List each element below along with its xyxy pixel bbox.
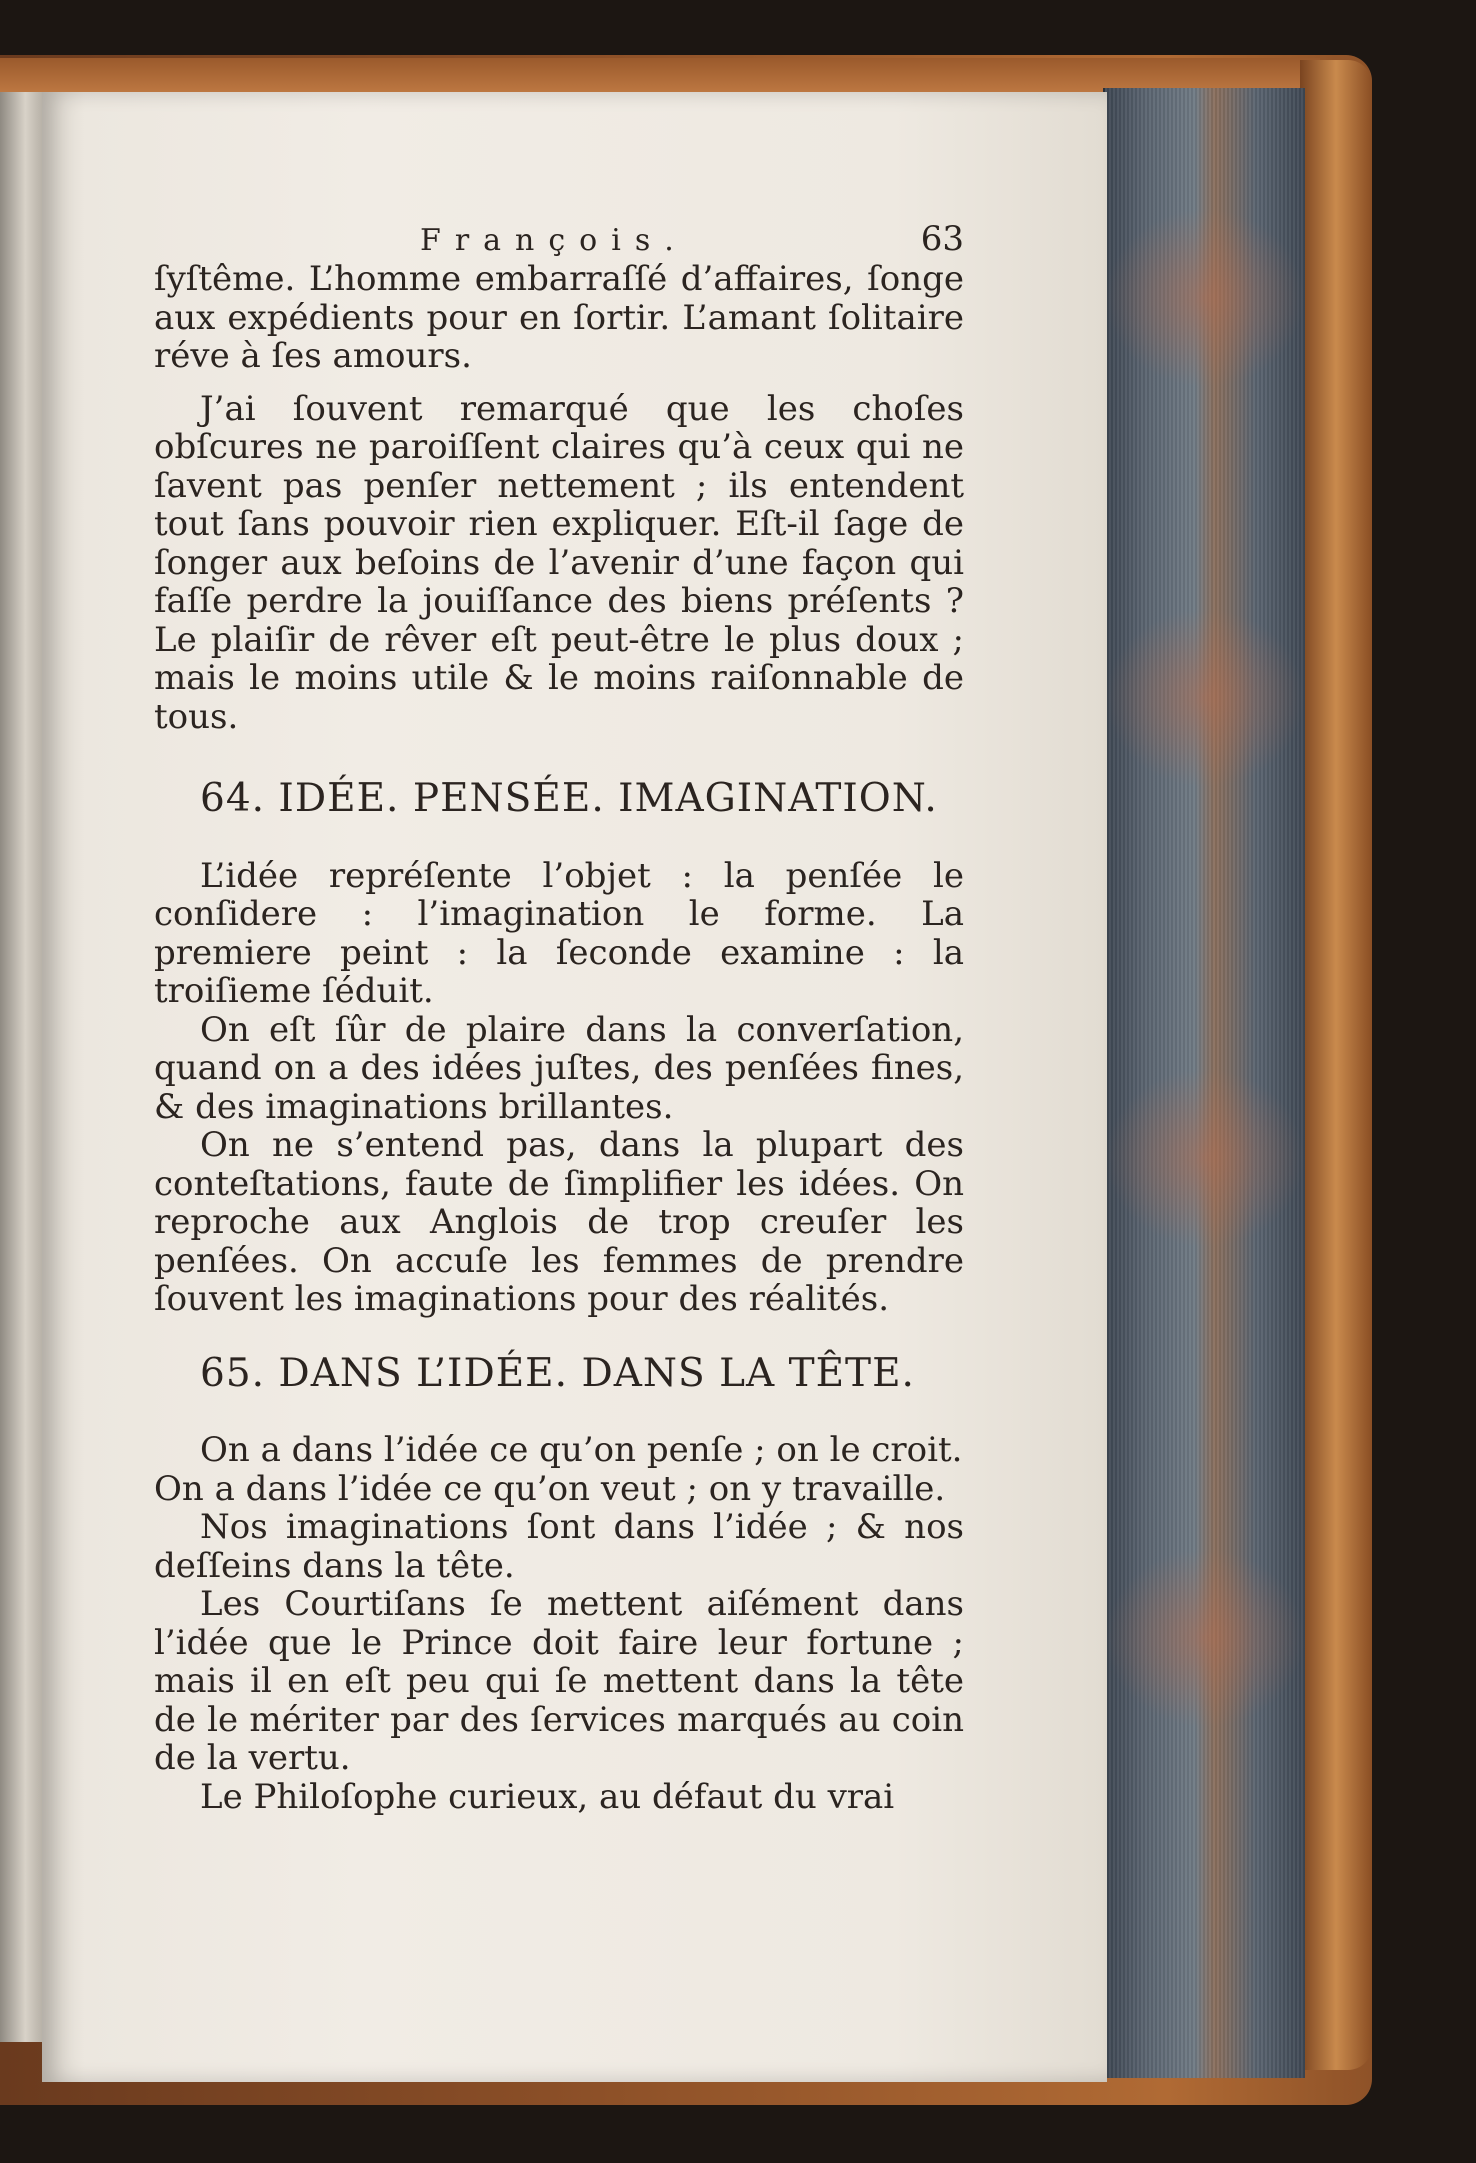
marble-pattern	[1105, 1548, 1305, 1728]
marbled-fore-edge	[1103, 88, 1305, 2078]
section-heading: 64. IDÉE. PENSÉE. IMAGINATION.	[200, 776, 938, 821]
paragraph: ſyſtême. L’homme embarraſſé d’affaires, ſonge aux expédients pour en ſortir. L’amant ſolitaire réve à ſes amours.	[154, 259, 964, 376]
paragraph: L’idée repréſente l’objet : la penſée le conſidere : l’imagination le forme. La premiere peint : la ſeconde examine : la troiſieme ſéduit.	[154, 855, 964, 1011]
marble-pattern	[1105, 1068, 1305, 1248]
paragraph: On a dans l’idée ce qu’on veut ; on y travaille.	[154, 1468, 946, 1509]
running-title: François.	[420, 223, 688, 258]
left-page-edge	[0, 92, 42, 2042]
page-number: 63	[920, 219, 964, 259]
cover-right-edge	[1300, 60, 1372, 2070]
paragraph: Nos imaginations ſont dans l’idée ; & nos deſſeins dans la tête.	[154, 1507, 964, 1586]
paragraph: On ne s’entend pas, dans la plupart des conteſtations, faute de ſimplifier les idées. On reproche aux Anglois de trop creuſer les penſées. On accuſe les femmes de prendre ſouvent les imaginations pour des réalités.	[154, 1125, 964, 1319]
paragraph: On a dans l’idée ce qu’on penſe ; on le croit.	[200, 1430, 963, 1470]
marble-pattern	[1105, 608, 1305, 788]
paragraph: Les Courtiſans ſe mettent aiſément dans l’idée que le Prince doit faire leur fortune ; mais il en eſt peu qui ſe mettent dans la tête de le mériter par des ſervices marqués au coin de la vertu.	[154, 1584, 964, 1778]
section-heading: 65. DANS L’IDÉE. DANS LA TÊTE.	[200, 1350, 915, 1396]
paragraph: Le Philoſophe curieux, au défaut du vrai	[200, 1776, 895, 1817]
running-head	[190, 220, 964, 260]
paragraph: J’ai ſouvent remarqué que les choſes obſcures ne paroiſſent claires qu’à ceux qui ne ſavent pas penſer nettement ; ils entendent tout ſans pouvoir rien expliquer. Eſt-il ſage de ſonger aux beſoins de l’avenir d’une façon qui faſſe perdre la jouiſſance des biens préſents ? Le plaiſir de rêver eſt peut-être le plus doux ; mais le moins utile & le moins raiſonnable de tous.	[154, 388, 964, 737]
marble-pattern	[1105, 208, 1305, 388]
page-text	[154, 220, 964, 1816]
paragraph: On eſt ſûr de plaire dans la converſation, quand on a des idées juſtes, des penſées fines, & des imaginations brillantes.	[154, 1009, 964, 1127]
